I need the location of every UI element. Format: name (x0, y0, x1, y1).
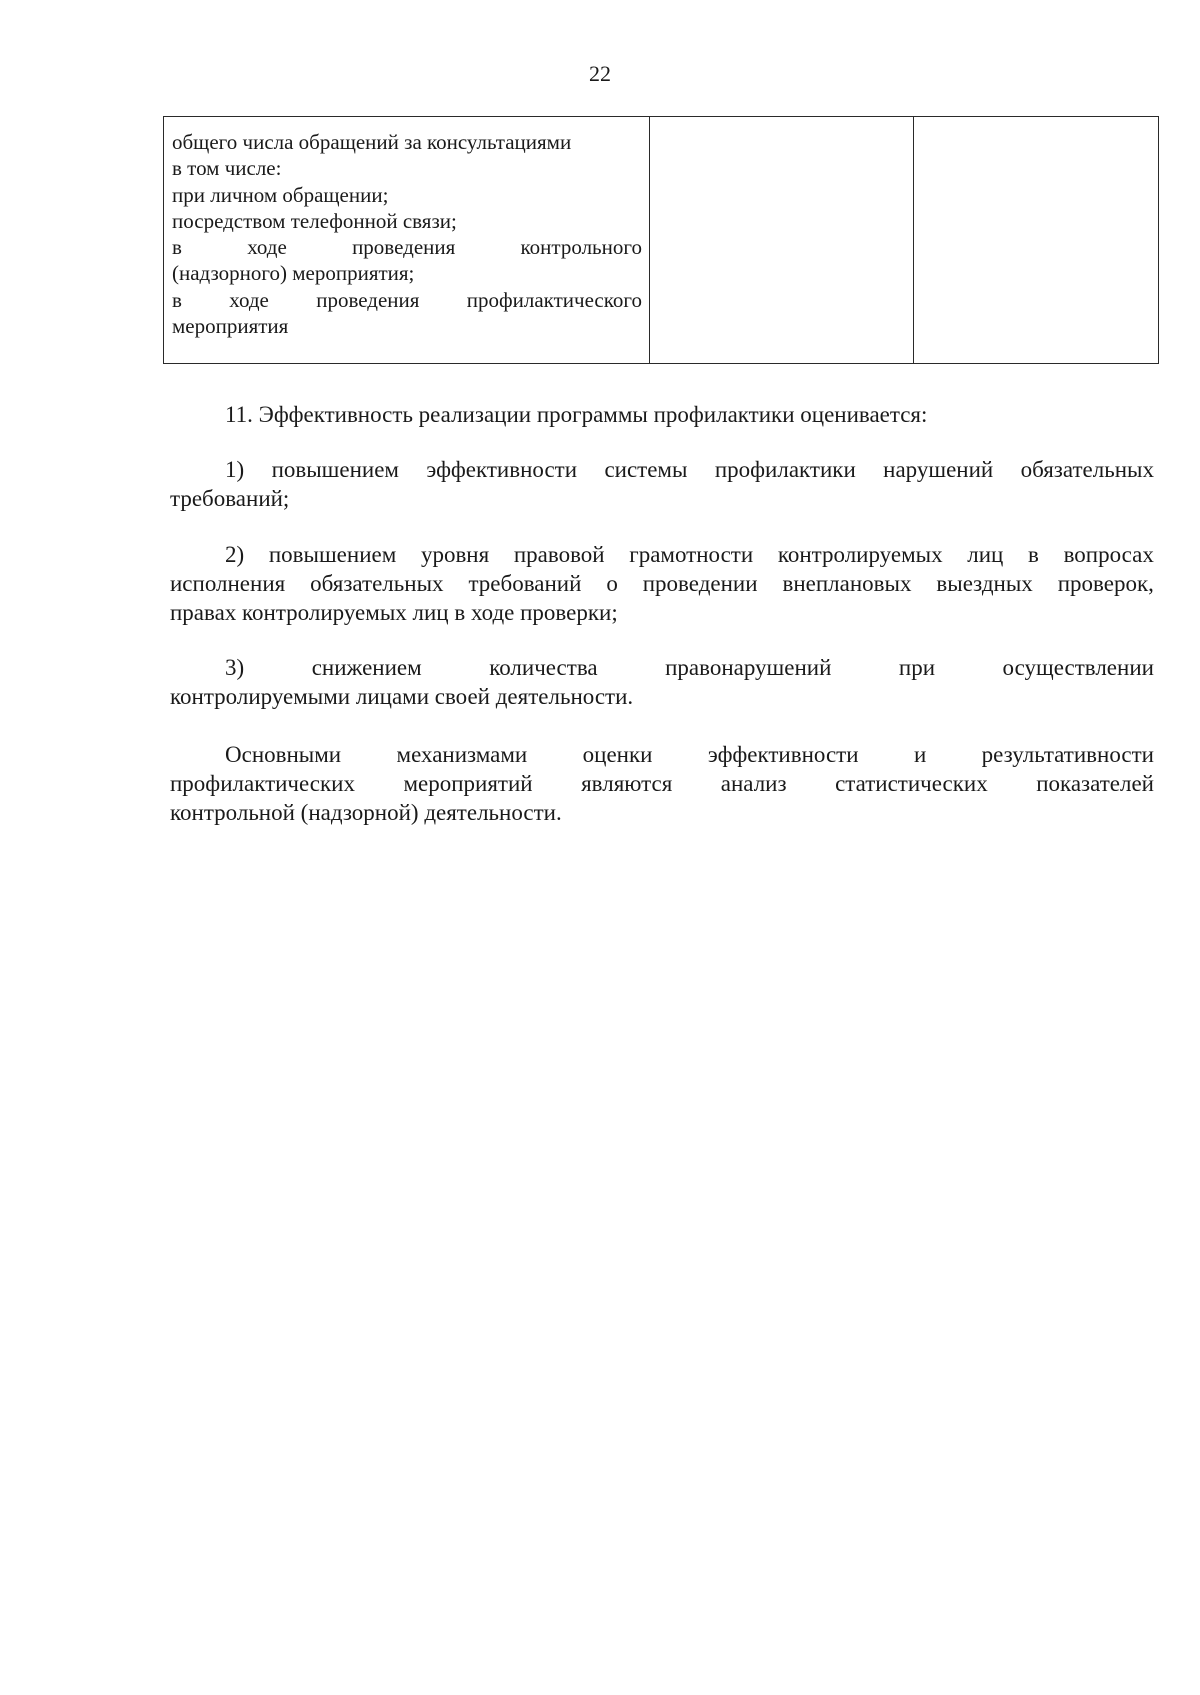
word: повышением (268, 542, 397, 567)
table-cell-empty (650, 117, 914, 364)
paragraph-item-3 (170, 653, 1154, 711)
paragraph-11 (170, 400, 1154, 429)
word: статистических (835, 771, 988, 796)
word: снижением (311, 655, 422, 680)
word: лиц (967, 542, 1004, 567)
cell-line: посредством телефонной связи; (172, 208, 457, 233)
word: механизмами (396, 742, 528, 767)
table-cell-empty (914, 117, 1159, 364)
word: профилактики (714, 457, 856, 482)
word: показателей (1036, 771, 1154, 796)
word: эффективности (426, 457, 578, 482)
text-line (170, 769, 1154, 798)
word: в (172, 235, 182, 260)
word: эффективности (707, 742, 859, 767)
word: профилактического (466, 287, 642, 312)
word: профилактических (170, 771, 355, 796)
word: повышением (271, 457, 399, 482)
word: обязательных (310, 571, 444, 596)
word: контрольного (520, 235, 642, 260)
word: и (913, 742, 927, 767)
text-line: правах контролируемых лиц в ходе проверки; (170, 600, 618, 625)
word: осуществлении (1002, 655, 1154, 680)
text-line (170, 455, 1154, 484)
word: вопросах (1063, 542, 1154, 567)
word: ходе (229, 287, 269, 312)
word: грамотности (629, 542, 754, 567)
text-line (170, 740, 1154, 769)
word: контролируемых (777, 542, 943, 567)
word: 2) (225, 542, 245, 567)
cell-line: (надзорного) мероприятия; (172, 261, 415, 286)
word: выездных (936, 571, 1033, 596)
word: исполнения (170, 571, 286, 596)
word: оценки (582, 742, 653, 767)
text-line: требований; (170, 486, 290, 511)
cell-line (172, 287, 642, 313)
word: нарушений (883, 457, 994, 482)
word: внеплановых (782, 571, 912, 596)
paragraph-conclusion (170, 740, 1154, 827)
cell-line: общего числа обращений за консультациями (172, 130, 572, 154)
text-line (170, 653, 1154, 682)
indicators-table (163, 116, 1159, 364)
word: системы (604, 457, 688, 482)
word: при (898, 655, 936, 680)
word: анализ (720, 771, 787, 796)
page-number: 22 (589, 61, 611, 86)
text-line: контролируемыми лицами своей деятельности. (170, 684, 634, 709)
word: о (606, 571, 618, 596)
text-line: 11. Эффективность реализации программы профилактики оценивается: (225, 402, 928, 427)
cell-line (172, 234, 642, 260)
word: проведения (352, 235, 456, 260)
text-line (170, 540, 1154, 569)
word: проведения (316, 287, 420, 312)
word: требований (468, 571, 582, 596)
word: Основными (225, 742, 342, 767)
word: обязательных (1020, 457, 1154, 482)
table-cell-description (164, 117, 650, 364)
table-row (164, 117, 1159, 364)
cell-line: мероприятия (172, 314, 289, 339)
word: в (172, 287, 182, 312)
word: проведении (642, 571, 758, 596)
word: мероприятий (403, 771, 533, 796)
word: результативности (981, 742, 1154, 767)
word: являются (581, 771, 673, 796)
cell-line: в том числе: (172, 156, 282, 181)
paragraph-item-1 (170, 455, 1154, 513)
word: правовой (513, 542, 605, 567)
word: ходе (247, 235, 287, 260)
cell-line: при личном обращении; (172, 182, 389, 207)
word: уровня (420, 542, 490, 567)
text-line (170, 569, 1154, 598)
word: в (1028, 542, 1039, 567)
word: правонарушений (665, 655, 832, 680)
word: проверок, (1057, 571, 1154, 596)
word: количества (489, 655, 598, 680)
paragraph-item-2 (170, 540, 1154, 627)
word: 1) (225, 457, 245, 482)
text-line: контрольной (надзорной) деятельности. (170, 800, 562, 825)
word: 3) (225, 655, 245, 680)
